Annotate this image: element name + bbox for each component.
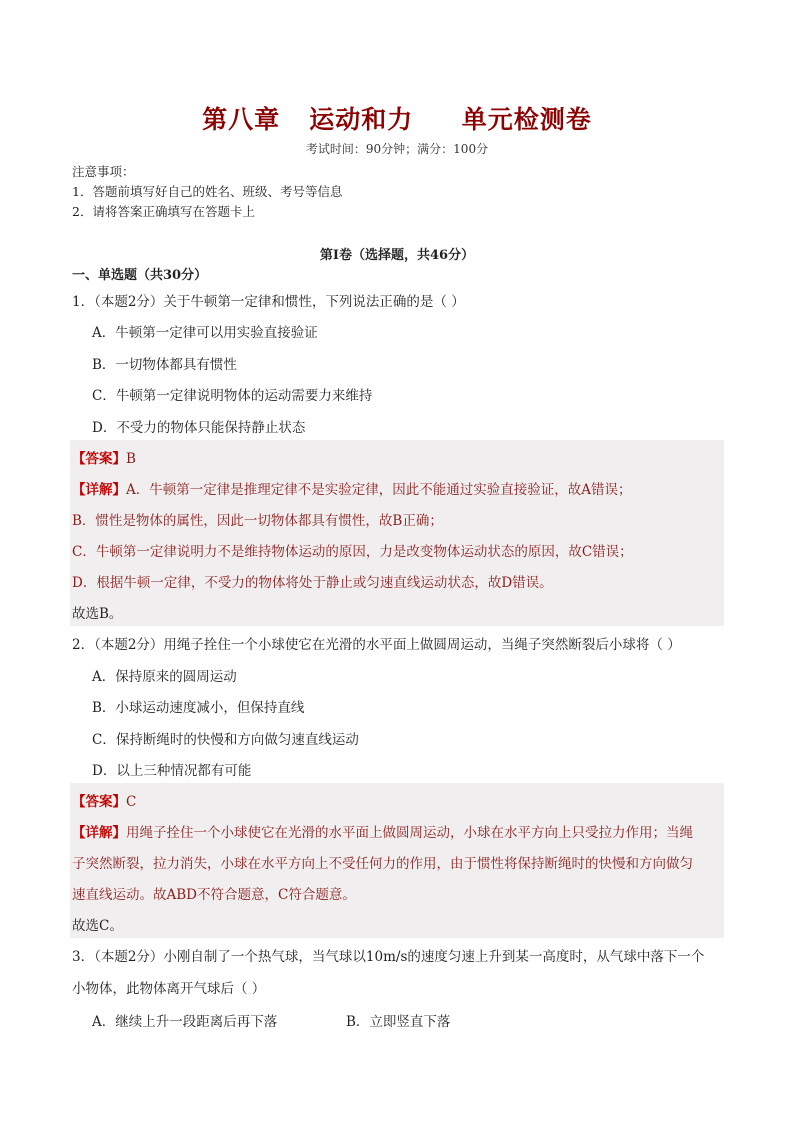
- option-d: D．以上三种情况都有可能: [92, 763, 252, 779]
- notice-item: 1．答题前填写好自己的姓名、班级、考号等信息: [72, 184, 343, 199]
- option-d: D．不受力的物体只能保持静止状态: [92, 420, 306, 436]
- question-stem: 3．（本题2分）小刚自制了一个热气球，当气球以10m/s的速度匀速上升到某一高度时，从气球中落下一个: [72, 949, 705, 965]
- answer-value: C: [126, 794, 137, 810]
- option-b: B．一切物体都具有惯性: [92, 357, 237, 373]
- option-b: B．小球运动速度减小，但保持直线: [92, 700, 305, 716]
- detail-tag: 【详解】: [72, 482, 126, 498]
- answer-box: [70, 440, 724, 626]
- question-stem: 1．（本题2分）关于牛顿第一定律和惯性，下列说法正确的是（ ）: [72, 294, 465, 310]
- detail-line: B．惯性是物体的属性，因此一切物体都具有惯性，故B正确；: [72, 513, 443, 529]
- answer-tag: 【答案】: [72, 794, 126, 810]
- conclusion-line: 故选C。: [72, 918, 123, 934]
- detail-text: A．牛顿第一定律是推理定律不是实验定律，因此不能通过实验直接验证，故A错误；: [126, 482, 632, 498]
- question-stem: 小物体，此物体离开气球后（ ）: [72, 981, 266, 997]
- page-title: 第八章 运动和力 单元检测卷: [202, 105, 592, 134]
- notice-heading: 注意事项：: [72, 164, 135, 179]
- detail-line: C．牛顿第一定律说明力不是维持物体运动的原因，力是改变物体运动状态的原因，故C错误；: [72, 544, 633, 560]
- detail-tag: 【详解】: [72, 825, 126, 841]
- option-c: C．牛顿第一定律说明物体的运动需要力来维持: [92, 388, 373, 404]
- notice-item: 2．请将答案正确填写在答题卡上: [72, 204, 255, 219]
- option-c: C．保持断绳时的快慢和方向做匀速直线运动: [92, 732, 359, 748]
- part-title: 一、单选题（共30分）: [72, 268, 208, 283]
- option-a: A．牛顿第一定律可以用实验直接验证: [92, 325, 318, 341]
- detail-line: 子突然断裂，拉力消失，小球在水平方向上不受任何力的作用，由于惯性将保持断绳时的快慢和方向做匀: [72, 856, 693, 872]
- option-a: A．继续上升一段距离后再下落: [92, 1014, 278, 1030]
- option-a: A．保持原来的圆周运动: [92, 669, 237, 685]
- answer-value: B: [126, 451, 136, 467]
- conclusion-line: 故选B。: [72, 606, 123, 622]
- question-stem: 2．（本题2分）用绳子拴住一个小球使它在光滑的水平面上做圆周运动，当绳子突然断裂后小球将（ ）: [72, 637, 681, 653]
- answer-line: [72, 790, 136, 810]
- option-b: B．立即竖直下落: [346, 1014, 451, 1030]
- exam-info: 考试时间：90分钟；满分：100分: [305, 142, 489, 156]
- answer-line: [72, 447, 136, 467]
- detail-line: [72, 478, 632, 498]
- answer-tag: 【答案】: [72, 451, 126, 467]
- section-title: 第Ⅰ卷（选择题，共46分）: [319, 248, 475, 263]
- detail-line: D．根据牛顿一定律，不受力的物体将处于静止或匀速直线运动状态，故D错误。: [72, 575, 553, 591]
- detail-text: 用绳子拴住一个小球使它在光滑的水平面上做圆周运动，小球在水平方向上只受拉力作用；当绳: [126, 825, 693, 841]
- notice-block: [72, 162, 342, 222]
- detail-line: 速直线运动。故ABD不符合题意，C符合题意。: [72, 887, 356, 903]
- detail-line: [72, 821, 693, 841]
